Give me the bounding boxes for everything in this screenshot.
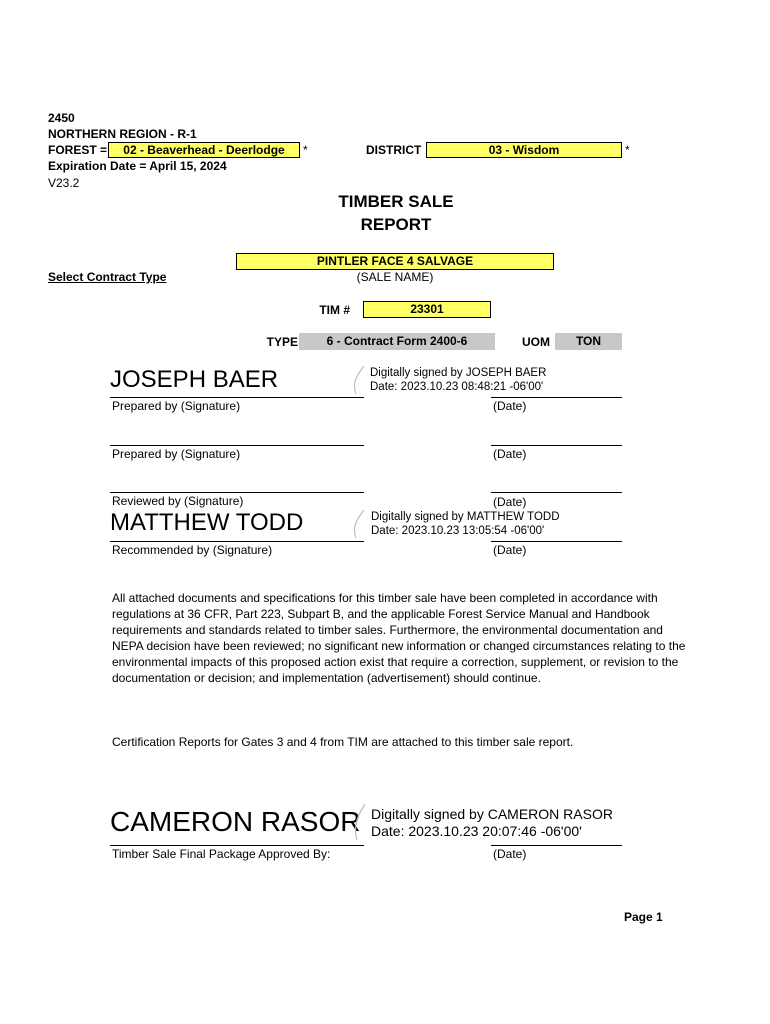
select-contract-type-link[interactable]: Select Contract Type [48,270,167,284]
approved-digital-signature-line2: Date: 2023.10.23 20:07:46 -06'00' [371,823,582,839]
recommended-date-line [491,541,622,542]
page-number: Page 1 [624,910,663,924]
gates-certification-note: Certification Reports for Gates 3 and 4 from TIM are attached to this timber sale report. [112,735,574,749]
prepared-signature-line [110,397,364,398]
prepared-signature-label: Prepared by (Signature) [112,399,241,413]
recommended-signature-line [110,541,364,542]
prepared-date-label: (Date) [493,399,527,413]
approved-digital-signature-line1: Digitally signed by CAMERON RASOR [371,806,613,822]
approved-date-label: (Date) [493,847,527,861]
certification-paragraph: All attached documents and specifications for this timber sale have been completed in accordance with regulations at 36 CFR, Part 223, Subpart B, and the applicable Forest Service Manual and Handbook requirements and standards related to timber sales. Furthermore, the environmental documentation and NEPA decision have been reviewed; no significant new information or changed circumstances relating to the environmental impacts of this proposed action exist that require a correction, supplement, or revision to the documentation or decision; and implementation (advertisement) should continue. [112,591,686,685]
reviewed-signature-label: Reviewed by (Signature) [112,494,244,508]
expiration-date: Expiration Date = April 15, 2024 [48,159,227,173]
approved-signature-label: Timber Sale Final Package Approved By: [112,847,331,861]
reviewed-date-label: (Date) [493,495,527,509]
prepared2-signature-label: Prepared by (Signature) [112,447,241,461]
prepared2-date-line[interactable] [491,445,622,446]
recommended-signature-label: Recommended by (Signature) [112,543,273,557]
prepared2-date-label: (Date) [493,447,527,461]
approved-signature-name: CAMERON RASOR [110,806,361,837]
district-label: DISTRICT [366,143,422,157]
signature-mark-icon [345,800,369,844]
uom-select[interactable]: TON [555,333,622,350]
recommended-signature-name: MATTHEW TODD [110,509,304,536]
approved-date-line [491,845,622,846]
prepared-digital-signature-line2: Date: 2023.10.23 08:48:21 -06'00' [370,381,544,393]
report-title-line1: TIMBER SALE [338,192,454,211]
recommended-date-label: (Date) [493,543,527,557]
district-select[interactable]: 03 - Wisdom [426,142,622,158]
forest-label: FOREST = [48,143,108,157]
reviewed-signature-line[interactable] [110,492,364,493]
signature-mark-icon [344,506,368,542]
reviewed-date-line[interactable] [491,492,622,493]
signature-mark-icon [344,362,368,398]
approved-signature-line [110,845,364,846]
form-code: 2450 [48,111,75,125]
report-title-line2: REPORT [360,215,432,234]
prepared-digital-signature-line1: Digitally signed by JOSEPH BAER [370,367,547,379]
forest-required-mark: * [303,143,308,157]
district-required-mark: * [625,143,630,157]
recommended-digital-signature-line1: Digitally signed by MATTHEW TODD [371,511,560,523]
uom-label: UOM [522,335,550,349]
version-label: V23.2 [48,176,80,190]
region-label: NORTHERN REGION - R-1 [48,127,197,141]
forest-select[interactable]: 02 - Beaverhead - Deerlodge [108,142,300,158]
prepared-date-line [491,397,622,398]
prepared2-signature-line[interactable] [110,445,364,446]
recommended-digital-signature-line2: Date: 2023.10.23 13:05:54 -06'00' [371,525,545,537]
type-select[interactable]: 6 - Contract Form 2400-6 [299,333,495,350]
prepared-signature-name: JOSEPH BAER [110,366,279,393]
tim-label: TIM # [319,303,350,317]
type-label: TYPE [266,335,298,349]
tim-field[interactable]: 23301 [363,301,491,318]
sale-name-caption: (SALE NAME) [356,270,434,284]
sale-name-field[interactable]: PINTLER FACE 4 SALVAGE [236,253,554,270]
